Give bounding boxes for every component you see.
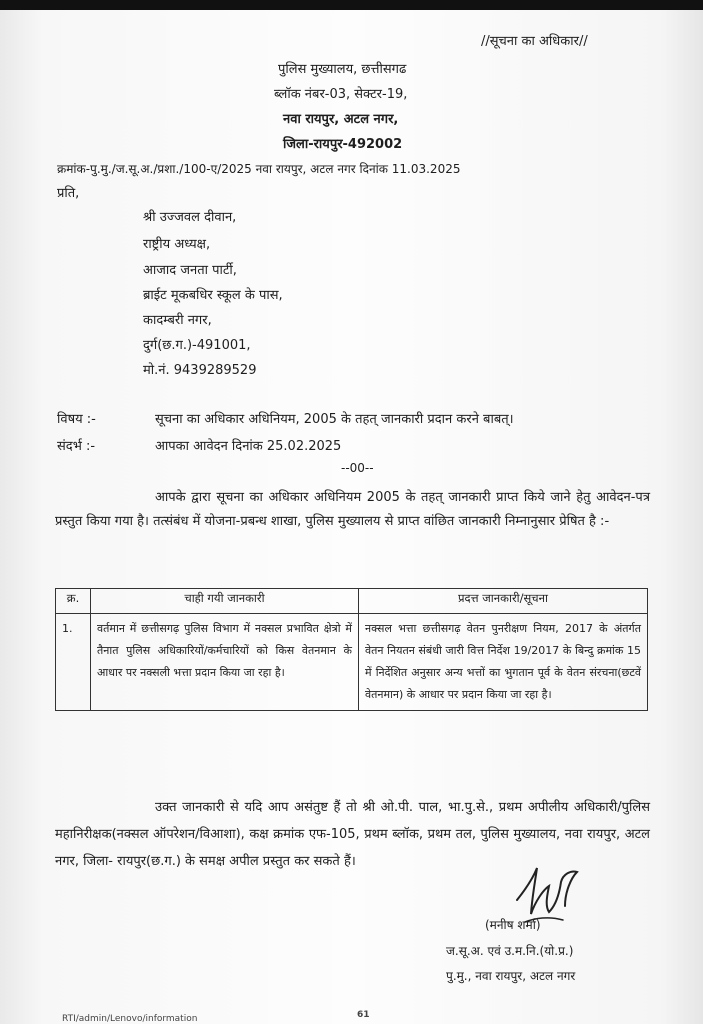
signatory-name: (मनीष शर्मा): [485, 918, 541, 932]
rti-header: //सूचना का अधिकार//: [481, 34, 588, 49]
information-table: [55, 588, 648, 711]
appeal-paragraph: उक्त जानकारी से यदि आप असंतुष्ट हैं तो श्री ओ.पी. पाल, भा.पु.से., प्रथम अपीलीय अधिकारी/पुलिस महानिरीक्षक(नक्सल ऑपरेशन/विआशा), कक्ष क्रमांक एफ-105, प्रथम ब्लॉक, प्रथम तल, पुलिस मुख्यालय, नवा रायपुर, अटल नगर, जिला- रायपुर(छ.ग.) के समक्ष अपील प्रस्तुत कर सकते हैं।: [55, 800, 650, 869]
subject-text: सूचना का अधिकार अधिनियम, 2005 के तहत् जानकारी प्रदान करने बाबत्।: [155, 412, 514, 427]
office-line-4: जिला-रायपुर-492002: [283, 137, 403, 152]
reference-label: संदर्भ :-: [57, 439, 96, 454]
cell-serial: 1.: [56, 614, 91, 711]
recipient-line: श्री उज्जवल दीवान,: [143, 210, 237, 225]
office-line-2: ब्लॉक नंबर-03, सेक्टर-19,: [274, 87, 408, 102]
cell-requested-info: वर्तमान में छत्तीसगढ़ पुलिस विभाग में नक्सल प्रभावित क्षेत्रो में तैनात पुलिस अधिकारियों/कर्मचारियों को किस वेतनमान के आधार पर नक्सली भत्ता प्रदान किया जा रहा है।: [91, 614, 359, 711]
footer-path: RTI/admin/Lenovo/information: [62, 1014, 198, 1024]
recipient-line: कादम्बरी नगर,: [143, 313, 212, 328]
signatory-place: पु.मु., नवा रायपुर, अटल नगर: [446, 969, 576, 983]
prati-label: प्रति,: [57, 186, 80, 201]
recipient-line: ब्राईट मूकबधिर स्कूल के पास,: [143, 288, 283, 303]
header-serial: क्र.: [56, 589, 91, 614]
table-row: [56, 614, 648, 711]
recipient-line: दुर्ग(छ.ग.)-491001,: [143, 338, 251, 353]
body-paragraph: आपके द्वारा सूचना का अधिकार अधिनियम 2005 के तहत् जानकारी प्राप्त किये जाने हेतु आवेदन-पत्र प्रस्तुत किया गया है। तत्संबंध में योजना-प्रबन्ध शाखा, पुलिस मुख्यालय से प्राप्त वांछित जानकारी निम्नानुसार प्रेषित है :-: [55, 490, 650, 529]
cell-provided-info: नक्सल भत्ता छत्तीसगढ़ वेतन पुनरीक्षण नियम, 2017 के अंतर्गत वेतन नियतन संबंधी जारी वित्त निर्देश 19/2017 के बिन्दु क्रमांक 15 में निर्देशित अनुसार अन्य भत्तों का भुगतान पूर्व के वेतन संरचना(छटवें वेतनमान) के आधार पर प्रदान किया जा रहा है।: [359, 614, 648, 711]
page-number: 61: [357, 1010, 370, 1020]
recipient-line: मो.नं. 9439289529: [143, 363, 257, 378]
reference-text: आपका आवेदन दिनांक 25.02.2025: [155, 439, 342, 454]
separator: --00--: [341, 461, 374, 475]
top-edge-bar: [0, 0, 703, 10]
signatory-title: ज.सू.अ. एवं उ.म.नि.(यो.प्र.): [446, 944, 574, 958]
header-requested-info: चाही गयी जानकारी: [91, 589, 359, 614]
table-header-row: [56, 589, 648, 614]
office-line-1: पुलिस मुख्यालय, छत्तीसगढ: [278, 62, 407, 77]
office-line-3: नवा रायपुर, अटल नगर,: [283, 112, 399, 127]
header-provided-info: प्रदत्त जानकारी/सूचना: [359, 589, 648, 614]
recipient-line: आजाद जनता पार्टी,: [143, 263, 237, 278]
recipient-line: राष्ट्रीय अध्यक्ष,: [143, 237, 211, 252]
subject-label: विषय :-: [57, 412, 96, 427]
reference-number-line: क्रमांक-पु.मु./ज.सू.अ./प्रशा./100-ए/2025 नवा रायपुर, अटल नगर दिनांक 11.03.2025: [57, 162, 461, 176]
